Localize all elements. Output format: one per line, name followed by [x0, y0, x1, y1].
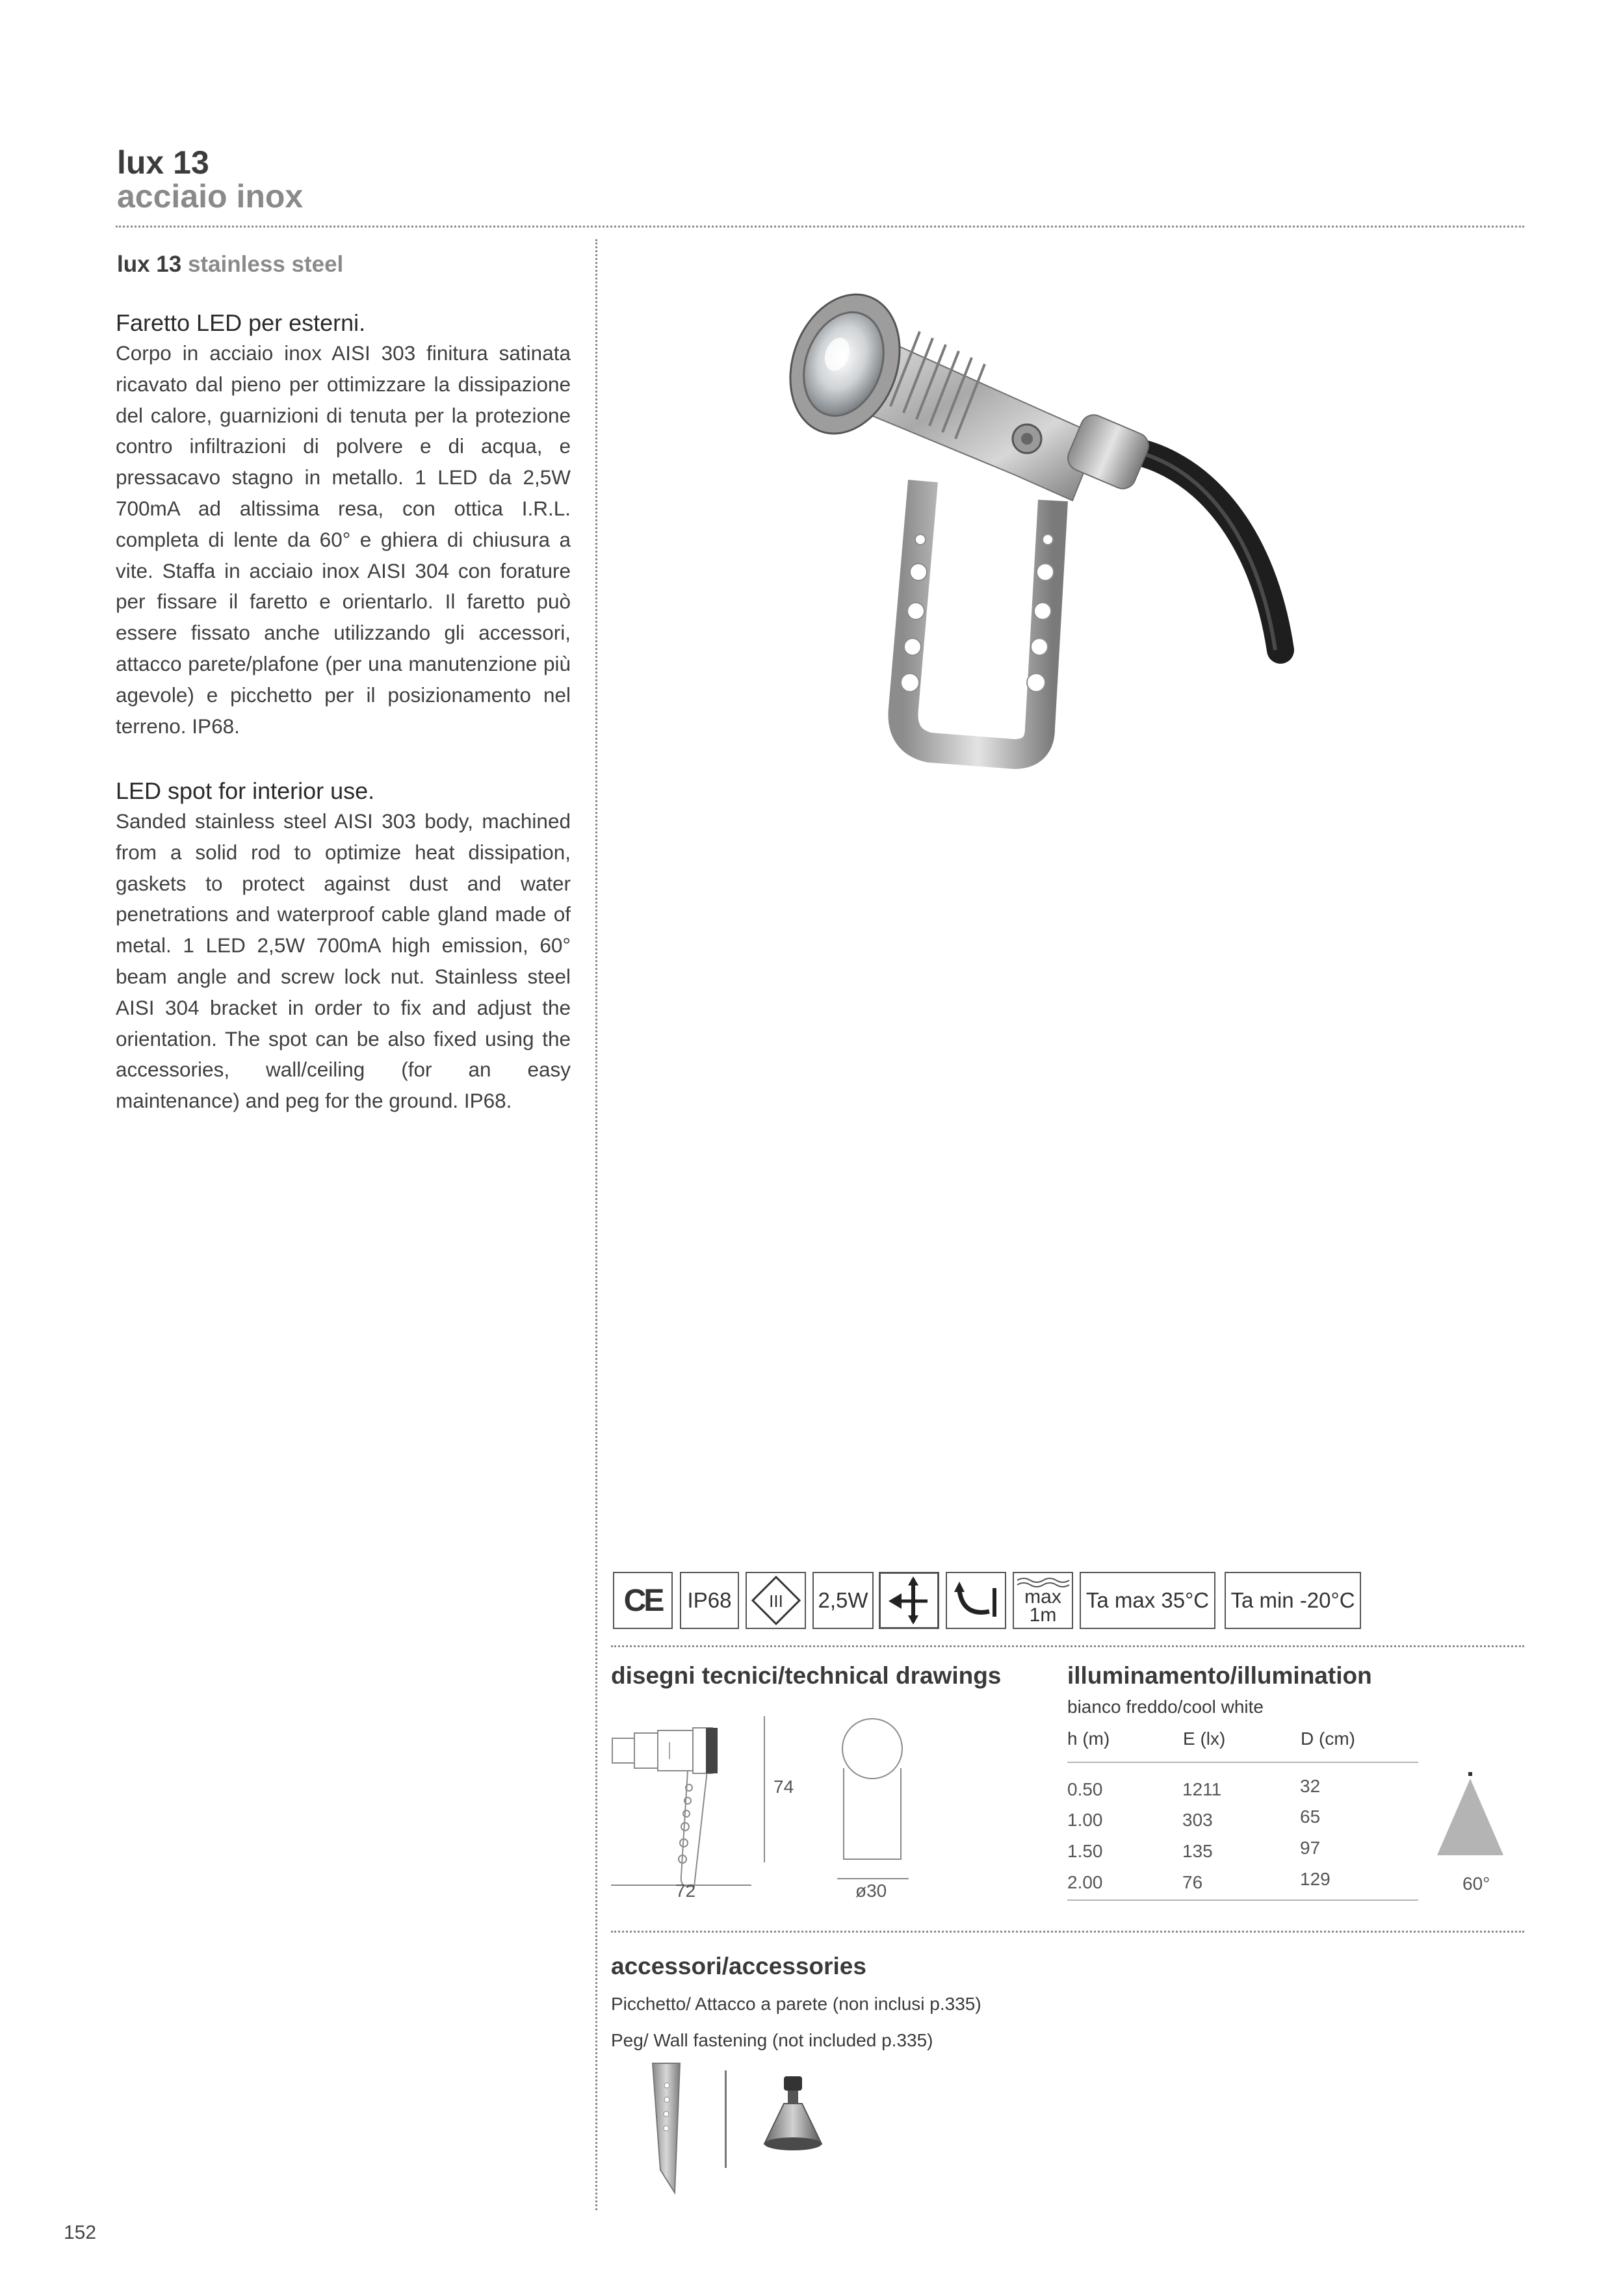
power-icon [812, 1572, 874, 1629]
col-header-illuminance: E (lx) [1183, 1729, 1226, 1749]
product-name-bold: lux 13 [117, 252, 182, 277]
product-title: lux 13 [117, 144, 209, 181]
ta-max-label: Ta max 35°C [1085, 1588, 1210, 1612]
row-illuminance: 76 [1182, 1872, 1203, 1892]
row-diameter: 65 [1300, 1807, 1321, 1827]
rotation-icon [946, 1572, 1006, 1629]
italian-description [116, 308, 571, 742]
class-iii-label: III [768, 1591, 783, 1611]
accessories-line-en: Peg/ Wall fastening (not included p.335) [611, 2030, 933, 2050]
height-dimension: 74 [773, 1777, 794, 1797]
italian-body: Corpo in acciaio inox AISI 303 finitura satinata ricavato dal pieno per ottimizzare la dissipazione del calore, guarnizioni di tenuta per la protezione contro infiltrazioni di polvere e di acqua, e pressacavo stagno in metallo. 1 LED da 2,5W 700mA ad altissima resa, con ottica I.R.L. completa di lente da 60° e ghiera di chiusura a vite. Staffa in acciaio inox AISI 304 con forature per fissare il faretto e orientarlo. Il faretto può essere fissato anche utilizzando gli accessori, attacco parete/plafone (per una manutenzione più agevole) e picchetto per il posizionamento nel terreno. IP68. [116, 341, 571, 738]
english-heading: LED spot for interior use. [116, 777, 375, 804]
illumination-subtitle: bianco freddo/cool white [1067, 1697, 1264, 1717]
accessories-line-it: Picchetto/ Attacco a parete (non inclusi p.335) [611, 1994, 981, 2014]
english-body: Sanded stainless steel AISI 303 body, machined from a solid rod to optimize heat dissipation, gaskets to protect against dust and water penetrations and waterproof cable gland made of metal. 1 LED 2,5W 700mA high emission, 60° beam angle and screw lock nut. Stainless steel AISI 304 bracket in order to fix and adjust the orientation. The spot can be also fixed using the accessories, wall/ceiling (for an easy maintenance) and peg for the ground. IP68. [116, 809, 571, 1113]
illumination-title: illuminamento/illumination [1067, 1662, 1372, 1689]
ce-mark-icon [613, 1572, 673, 1629]
row-diameter: 32 [1300, 1776, 1321, 1796]
ip68-label: IP68 [687, 1588, 732, 1612]
immersion-max-label: max [1024, 1586, 1061, 1608]
drawings-divider [611, 1931, 1524, 1933]
class-iii-diamond-icon [749, 1573, 803, 1628]
side-view-drawing [611, 1716, 825, 1911]
front-view-drawing [837, 1710, 909, 1885]
wall-fastening-image [754, 2074, 832, 2158]
english-description [116, 776, 571, 1117]
rotation-arrow-icon [949, 1575, 1004, 1626]
ground-peg-image [643, 2059, 689, 2196]
page-number: 152 [64, 2222, 97, 2243]
power-label: 2,5W [818, 1588, 868, 1612]
column-divider [595, 239, 597, 2210]
row-height: 2.00 [1067, 1872, 1103, 1892]
row-height: 0.50 [1067, 1779, 1103, 1799]
row-illuminance: 1211 [1182, 1779, 1222, 1799]
col-header-diameter: D (cm) [1301, 1729, 1355, 1749]
ta-min-label: Ta min -20°C [1230, 1588, 1355, 1612]
row-height: 1.00 [1067, 1810, 1103, 1830]
row-diameter: 97 [1300, 1838, 1321, 1858]
italian-heading: Faretto LED per esterni. [116, 309, 366, 336]
accessories-divider [725, 2070, 727, 2168]
header-divider [116, 226, 1524, 228]
ta-max-badge [1080, 1572, 1215, 1629]
product-name-grey: stainless steel [187, 252, 344, 277]
ce-mark-label: CE [623, 1583, 662, 1618]
row-illuminance: 303 [1182, 1810, 1213, 1830]
table-bottom-rule [1067, 1899, 1418, 1901]
immersion-depth-value: 1m [1029, 1604, 1057, 1626]
table-header-rule [1067, 1762, 1418, 1763]
ta-min-badge [1225, 1572, 1361, 1629]
row-height: 1.50 [1067, 1841, 1103, 1861]
beam-angle-label: 60° [1462, 1873, 1490, 1894]
diameter-dimension: ø30 [855, 1881, 887, 1901]
adjustable-orientation-icon [882, 1575, 937, 1626]
col-header-height: h (m) [1067, 1729, 1110, 1749]
class-iii-icon [746, 1572, 806, 1629]
product-subtitle: acciaio inox [117, 178, 304, 215]
width-dimension: 72 [675, 1881, 696, 1901]
immersion-icon [1013, 1572, 1073, 1629]
ip68-icon [680, 1572, 739, 1629]
row-illuminance: 135 [1182, 1841, 1213, 1861]
orientation-icon [879, 1572, 939, 1629]
product-photo [767, 286, 1326, 871]
beam-cone-icon [1433, 1772, 1511, 1863]
technical-drawings-title: disegni tecnici/technical drawings [611, 1662, 1002, 1689]
product-name-line [117, 250, 343, 279]
row-diameter: 129 [1300, 1869, 1331, 1889]
icons-divider [611, 1645, 1524, 1647]
accessories-title: accessori/accessories [611, 1953, 866, 1979]
